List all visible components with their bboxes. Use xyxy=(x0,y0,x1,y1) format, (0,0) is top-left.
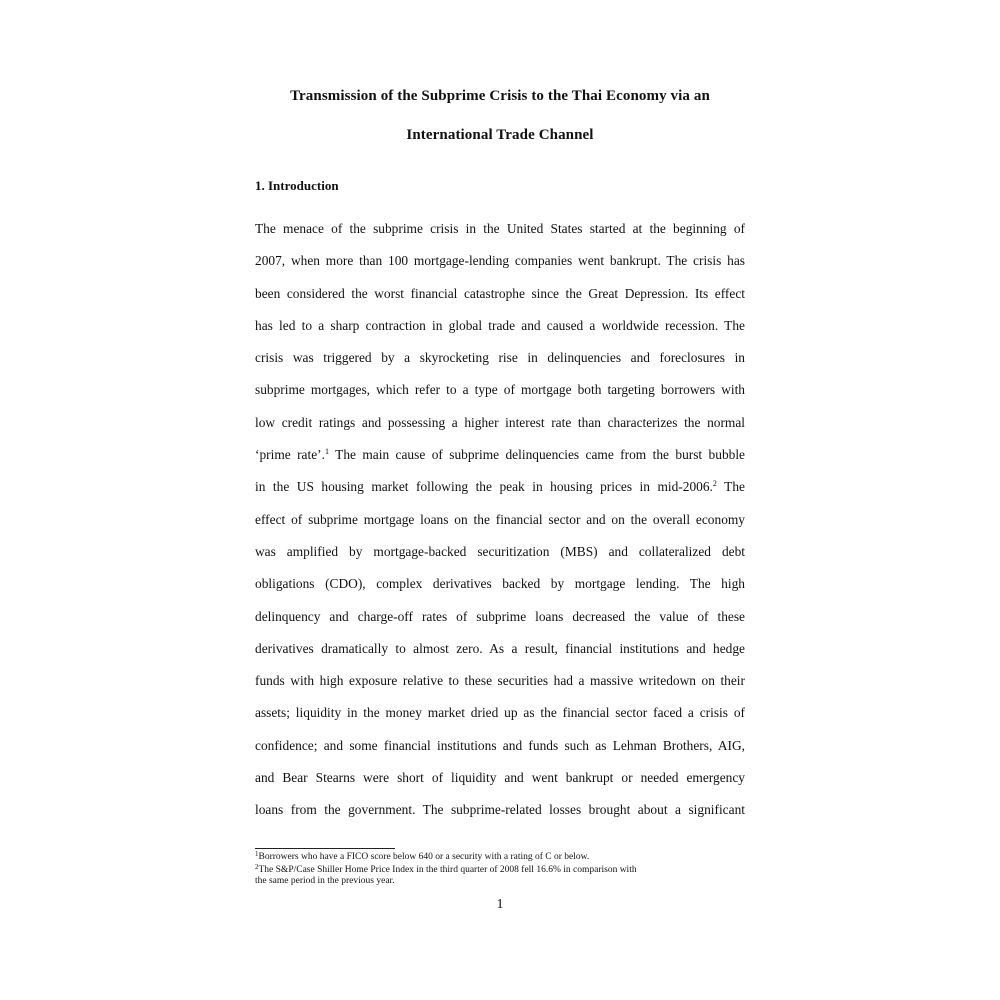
footnote-text: Borrowers who have a FICO score below 640 or a security with a rating of C or below. xyxy=(258,852,590,862)
body-line: was amplified by mortgage-backed securitization (MBS) and collateralized debt xyxy=(255,543,745,559)
body-line-text: The xyxy=(716,479,745,495)
body-line-with-footnote-1 xyxy=(255,439,745,471)
section-heading: 1. Introduction xyxy=(255,178,339,193)
footnote-2 xyxy=(255,862,745,888)
body-line: loans from the government. The subprime-related losses brought about a significant xyxy=(255,802,745,818)
body-line: assets; liquidity in the money market dried up as the financial sector faced a crisis of xyxy=(255,705,745,721)
body-line: delinquency and charge-off rates of subprime loans decreased the value of these xyxy=(255,608,745,624)
paper-title-line-1: Transmission of the Subprime Crisis to the Thai Economy via an xyxy=(290,88,710,104)
body-line: effect of subprime mortgage loans on the financial sector and on the overall economy xyxy=(255,511,745,527)
body-line-with-footnote-2 xyxy=(255,471,745,503)
body-line: crisis was triggered by a skyrocketing rise in delinquencies and foreclosures in xyxy=(255,350,745,366)
body-line: low credit ratings and possessing a higher interest rate than characterizes the normal xyxy=(255,414,745,430)
body-line: and Bear Stearns were short of liquidity and went bankrupt or needed emergency xyxy=(255,770,745,786)
footnote-ref-1[interactable]: 1 xyxy=(324,447,329,457)
body-line: confidence; and some financial institutions and funds such as Lehman Brothers, AIG, xyxy=(255,737,745,753)
body-line: funds with high exposure relative to these securities had a massive writedown on their xyxy=(255,673,745,689)
body-line: derivatives dramatically to almost zero. As a result, financial institutions and hedge xyxy=(255,640,745,656)
paper-title-line-2: International Trade Channel xyxy=(406,127,594,143)
footnote-text: The S&P/Case Shiller Home Price Index in the third quarter of 2008 fell 16.6% in comparison with xyxy=(258,864,637,875)
footnotes xyxy=(255,852,745,889)
body-line: 2007, when more than 100 mortgage-lending companies went bankrupt. The crisis has xyxy=(255,253,745,269)
body-line: obligations (CDO), complex derivatives backed by mortgage lending. The high xyxy=(255,576,745,592)
page-number: 1 xyxy=(496,897,504,912)
footnote-text-continued: the same period in the previous year. xyxy=(255,876,395,886)
body-line-text: in the US housing market following the peak in housing prices in mid-2006. xyxy=(255,479,713,495)
body-line: subprime mortgages, which refer to a type of mortgage both targeting borrowers with xyxy=(255,382,745,398)
body-line: been considered the worst financial catastrophe since the Great Depression. Its effect xyxy=(255,285,745,301)
footnote-mark: 2 xyxy=(255,862,259,871)
footnote-ref-2[interactable]: 2 xyxy=(712,479,717,489)
body-paragraph xyxy=(255,213,745,827)
body-line: The menace of the subprime crisis in the United States started at the beginning of xyxy=(255,221,745,236)
body-line-text: The main cause of subprime delinquencies came from the burst bubble xyxy=(328,447,745,463)
footnote-1 xyxy=(255,852,745,864)
footnote-divider xyxy=(255,848,395,849)
body-line: has led to a sharp contraction in global trade and caused a worldwide recession. The xyxy=(255,317,745,333)
footnote-mark: 1 xyxy=(255,850,259,858)
body-line-text: ‘prime rate’. xyxy=(255,447,325,463)
